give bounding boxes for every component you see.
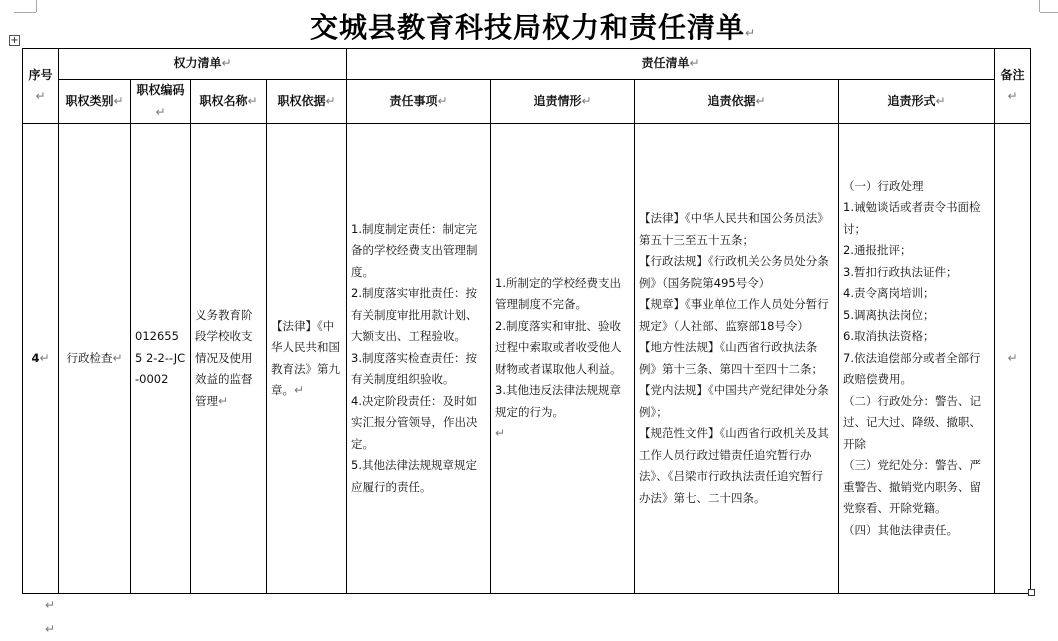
- list-item: 3.制度落实检查责任：按有关制度组织验收。: [351, 350, 477, 387]
- table-resize-handle-icon[interactable]: [1028, 589, 1035, 596]
- responsibility-table[interactable]: [22, 48, 1031, 594]
- list-item: （二）行政处分：警告、记过、记大过、降级、撤职、开除: [843, 393, 982, 451]
- paragraph-mark-icon: ↵: [155, 104, 166, 119]
- list-item: 【规范性文件】《山西省行政机关及其工作人员行政过错责任追究暂行办法》、《吕梁市行政执法责任追究暂行办法》第七、二十四条。: [639, 426, 829, 505]
- paragraph-mark-icon: ↵: [581, 93, 592, 108]
- paragraph-mark-icon: ↵: [755, 93, 766, 108]
- list-item: 1.所制定的学校经费支出管理制度不完备。: [495, 275, 621, 311]
- header-seq[interactable]: 序号↵: [23, 49, 59, 124]
- paragraph-mark-icon: ↵: [113, 93, 124, 108]
- cell-duties[interactable]: [347, 124, 491, 594]
- list-item: 3.其他违反法律法规规章规定的行为。: [495, 383, 621, 419]
- list-item: 7.依法追偿部分或者全部行政赔偿费用。: [843, 350, 981, 387]
- paragraph-mark-icon: ↵: [495, 426, 506, 440]
- list-item: （一）行政处理: [843, 178, 924, 193]
- paragraph-mark-icon: ↵: [35, 89, 46, 103]
- cell-accountability-forms[interactable]: [839, 124, 995, 594]
- paragraph-mark-icon: ↵: [1007, 89, 1018, 103]
- list-item: 【党内法规】《中国共产党纪律处分条例》；: [639, 383, 829, 419]
- paragraph-mark-icon: ↵: [247, 93, 258, 108]
- header-responsibility-group[interactable]: 责任清单↵: [347, 49, 995, 80]
- table-row[interactable]: [23, 124, 1031, 594]
- header-power-basis[interactable]: 职权依据↵: [267, 80, 347, 124]
- paragraph-mark-icon: ↵: [218, 393, 229, 408]
- list-item: 6.取消执法资格；: [843, 329, 935, 344]
- list-item: 【行政法规】《行政机关公务员处分条例》（国务院第495号令）: [639, 254, 829, 290]
- trailing-paragraph-marks: [45, 593, 55, 641]
- paragraph-mark-icon: ↵: [221, 56, 232, 71]
- list-item: 2.通报批评；: [843, 243, 912, 258]
- paragraph-mark-icon: ↵: [45, 622, 56, 636]
- paragraph-mark-icon: ↵: [935, 93, 946, 108]
- list-item: 1.制度制定责任：制定完备的学校经费支出管理制度。: [351, 221, 478, 279]
- paragraph-mark-icon: ↵: [112, 350, 123, 365]
- list-item: （三）党纪处分：警告、严重警告、撤销党内职务、留党察看、开除党籍。: [843, 458, 982, 516]
- header-power-code[interactable]: 职权编码↵: [131, 80, 191, 124]
- list-item: 5.调离执法岗位；: [843, 307, 935, 322]
- cell-name[interactable]: 义务教育阶段学校收支情况及使用效益的监督管理↵: [191, 124, 267, 594]
- table-move-handle-icon[interactable]: +: [10, 35, 19, 46]
- cell-accountability-basis[interactable]: [635, 124, 839, 594]
- list-item: （四）其他法律责任。: [843, 522, 959, 537]
- header-accountability-basis[interactable]: 追责依据↵: [635, 80, 839, 124]
- header-duties[interactable]: 责任事项↵: [347, 80, 491, 124]
- header-accountability-forms[interactable]: 追责形式↵: [839, 80, 995, 124]
- cell-category[interactable]: 行政检查↵: [59, 124, 131, 594]
- header-accountability-cases[interactable]: 追责情形↵: [491, 80, 635, 124]
- list-item: 2.制度落实审批责任：按有关制度审批用款计划、大额支出、工程验收。: [351, 286, 478, 344]
- list-item: 4.责令离岗培训；: [843, 286, 935, 301]
- cell-seq[interactable]: 4↵: [23, 124, 59, 594]
- list-item: 5.其他法律法规规章规定应履行的责任。: [351, 458, 477, 494]
- page-title[interactable]: [0, 8, 1058, 53]
- header-remark[interactable]: 备注↵: [995, 49, 1031, 124]
- header-power-group[interactable]: 权力清单↵: [59, 49, 347, 80]
- list-item: 【法律】《中华人民共和国公务员法》第五十三至五十五条；: [639, 211, 829, 247]
- header-power-name[interactable]: 职权名称↵: [191, 80, 267, 124]
- paragraph-mark-icon: ↵: [744, 26, 757, 40]
- list-item: 4.决定阶段责任：及时如实汇报分管领导，作出决定。: [351, 393, 478, 451]
- cell-remark[interactable]: [995, 124, 1031, 594]
- list-item: 【地方性法规】《山西省行政执法条例》第十三条、第四十至四十二条；: [639, 340, 824, 376]
- title-text[interactable]: 交城县教育科技局权力和责任清单: [309, 11, 745, 44]
- cell-basis[interactable]: 【法律】《中华人民共和国教育法》第九章。↵: [267, 124, 347, 594]
- paragraph-mark-icon: ↵: [45, 598, 56, 612]
- list-item: 3.暂扣行政执法证件；: [843, 264, 958, 279]
- paragraph-mark-icon: ↵: [325, 93, 336, 108]
- paragraph-mark-icon: ↵: [437, 93, 448, 108]
- cell-accountability-cases[interactable]: [491, 124, 635, 594]
- list-item: 【规章】《事业单位工作人员处分暂行规定》（人社部、监察部18号令）: [639, 297, 829, 333]
- paragraph-mark-icon: ↵: [294, 383, 305, 397]
- cell-code[interactable]: 0126555 2-2--JC -0002: [131, 124, 191, 594]
- list-item: 1.诫勉谈话或者责令书面检讨；: [843, 200, 981, 236]
- paragraph-mark-icon: ↵: [39, 350, 50, 365]
- list-item: 2.制度落实和审批、验收过程中索取或者收受他人财物或者谋取他人利益。: [495, 318, 622, 376]
- paragraph-mark-icon: ↵: [689, 56, 700, 71]
- header-power-category[interactable]: 职权类别↵: [59, 80, 131, 124]
- paragraph-mark-icon: ↵: [1007, 350, 1018, 365]
